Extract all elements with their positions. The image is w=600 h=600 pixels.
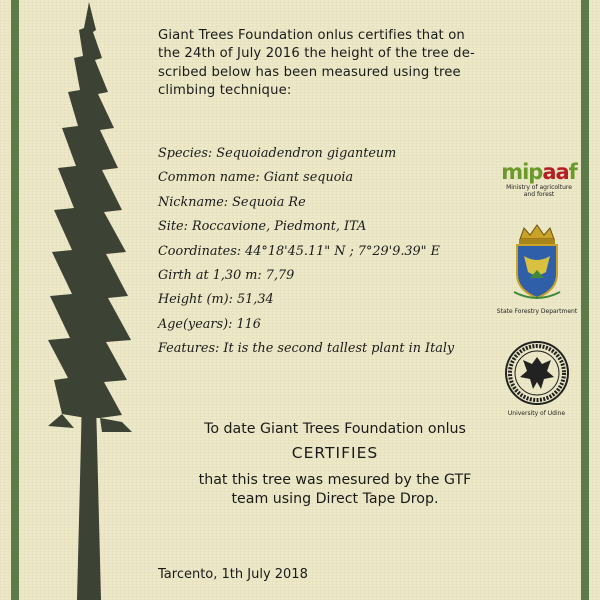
detail-species: Species: Sequoiadendron giganteum [158, 146, 397, 161]
detail-girth: Girth at 1,30 m: 7,79 [158, 267, 295, 283]
right-border [581, 0, 589, 600]
mipaaf-logo [494, 160, 584, 198]
intro-line: the 24th of July 2016 the height of the tree de- [158, 46, 475, 62]
sequoia-tree-silhouette [22, 0, 158, 600]
detail-nickname: Nickname: Sequoia Re [158, 194, 306, 210]
detail-features: Features: It is the second tallest plant in Italy [158, 341, 455, 357]
udine-caption: University of Udine [507, 410, 566, 417]
detail-common-name: Common name: Giant sequoia [158, 170, 354, 186]
tree-details [158, 142, 488, 362]
place-date: Tarcento, 1th July 2018 [158, 567, 308, 582]
mipaaf-caption-2: and forest [523, 191, 555, 198]
mipaaf-wordmark: mipaaf [501, 160, 577, 184]
certify-line-4: team using Direct Tape Drop. [231, 491, 439, 507]
udine-logo [494, 340, 579, 417]
certify-heading: CERTIFIES [291, 444, 379, 462]
forestry-logo [492, 222, 582, 315]
detail-height: Height (m): 51,34 [158, 292, 274, 308]
forestry-caption: State Forestry Department [496, 308, 578, 315]
forestry-crest-icon [506, 222, 568, 304]
intro-line: climbing technique: [158, 82, 292, 98]
intro-line: scribed below has been measured using tree [158, 64, 461, 80]
intro-paragraph [158, 27, 498, 100]
intro-line: Giant Trees Foundation onlus certifies that on [158, 28, 465, 43]
detail-age: Age(years): 116 [158, 316, 261, 332]
detail-site: Site: Roccavione, Piedmont, ITA [158, 219, 367, 235]
left-border [11, 0, 19, 600]
certify-line-3: that this tree was mesured by the GTF [198, 472, 472, 488]
mipaaf-caption: Ministry of agricolture [506, 184, 572, 191]
university-seal-icon [501, 340, 573, 406]
detail-coordinates: Coordinates: 44°18'45.11" N ; 7°29'9.39" E [158, 243, 440, 259]
certify-line-1: To date Giant Trees Foundation onlus [204, 421, 466, 437]
